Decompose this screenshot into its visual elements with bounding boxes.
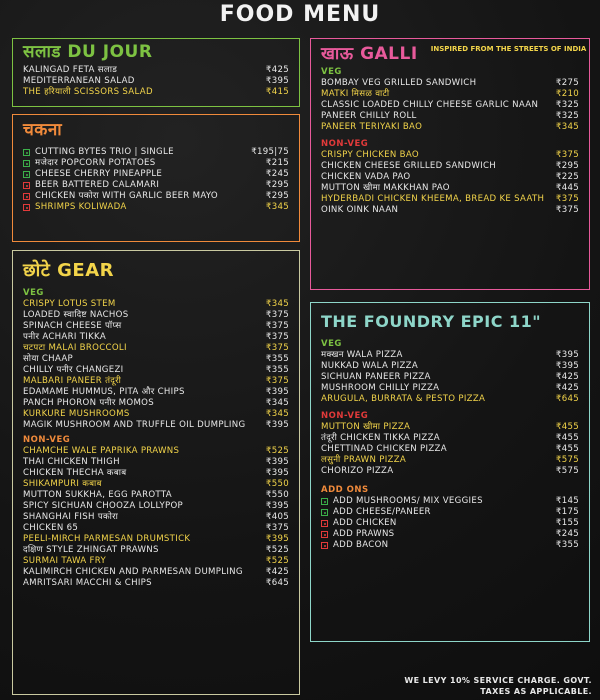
item-name-text: CHICKEN THECHA कबाब: [23, 468, 127, 478]
galli-nonveg-label: NON-VEG: [321, 139, 369, 149]
item-name-text: MEDITERRANEAN SALAD: [23, 76, 135, 86]
item-price: ₹145: [555, 496, 579, 506]
item-name-text: CRISPY CHICKEN BAO: [321, 150, 419, 160]
item-price: ₹455: [555, 422, 579, 432]
menu-item: [321, 466, 579, 477]
item-name: [23, 501, 266, 512]
item-name: [23, 180, 266, 191]
item-price: ₹445: [555, 183, 579, 193]
item-name-text: CHICKEN CHEESE GRILLED SANDWICH: [321, 161, 497, 171]
item-name-text: AMRITSARI MACCHI & CHIPS: [23, 578, 152, 588]
galli-veg-items: [321, 78, 579, 133]
non-veg-mark-icon: [321, 520, 328, 527]
item-name: [23, 490, 266, 501]
item-name: [321, 518, 556, 529]
item-price: ₹395: [265, 501, 289, 511]
item-name-text: SPINACH CHEESE पॉप्स: [23, 321, 122, 331]
item-name: [23, 512, 266, 523]
menu-item: [321, 150, 579, 161]
menu-item: [23, 398, 289, 409]
item-name: [23, 420, 266, 431]
item-name-text: मक्खन WALA PIZZA: [321, 350, 403, 360]
item-name: [23, 87, 266, 98]
item-name-text: MUSHROOM CHILLY PIZZA: [321, 383, 440, 393]
item-price: ₹245: [265, 169, 289, 179]
item-name-text: EDAMAME HUMMUS, PITA और CHIPS: [23, 387, 185, 397]
item-name: [321, 111, 556, 122]
foundry-veg-items: [321, 350, 579, 405]
item-price: ₹225: [555, 172, 579, 182]
menu-item: [321, 540, 579, 551]
item-name: [23, 468, 266, 479]
menu-item: [23, 202, 289, 213]
item-price: ₹375: [265, 332, 289, 342]
menu-item: [321, 183, 579, 194]
item-name-text: CHICKEN पकोरा WITH GARLIC BEER MAYO: [35, 191, 218, 201]
menu-item: [321, 89, 579, 100]
item-price: ₹575: [555, 466, 579, 476]
item-name: [321, 89, 556, 100]
menu-item: [321, 194, 579, 205]
item-price: ₹425: [265, 65, 289, 75]
item-price: ₹425: [555, 383, 579, 393]
item-price: ₹345: [265, 409, 289, 419]
item-name-text: THAI CHICKEN THIGH: [23, 457, 120, 467]
salad-title: सलाड DU JOUR: [23, 42, 153, 62]
menu-item: [23, 310, 289, 321]
menu-item: [23, 446, 289, 457]
item-price: ₹645: [265, 578, 289, 588]
menu-item: [23, 512, 289, 523]
item-price: ₹550: [265, 490, 289, 500]
item-price: ₹455: [555, 433, 579, 443]
item-name-text: MUTTON खीमा MAKKHAN PAO: [321, 183, 450, 193]
item-name-text: CHILLY पनीर CHANGEZI: [23, 365, 124, 375]
item-name-text: दक्षिण STYLE ZHINGAT PRAWNS: [23, 545, 159, 555]
menu-item: [321, 518, 579, 529]
item-name: [23, 354, 266, 365]
item-name: [321, 372, 556, 383]
item-name-text: PANEER TERIYAKI BAO: [321, 122, 423, 132]
item-name-text: सोया CHAAP: [23, 354, 74, 364]
item-name: [23, 310, 266, 321]
chhote-nonveg-items: [23, 446, 289, 589]
item-name: [321, 444, 556, 455]
item-price: ₹325: [555, 100, 579, 110]
item-name-text: KALIMIRCH CHICKEN AND PARMESAN DUMPLING: [23, 567, 243, 577]
item-name-text: लसुनी PRAWN PIZZA: [321, 455, 407, 465]
item-name: [321, 205, 556, 216]
item-name-text: चटपटा MALAI BROCCOLI: [23, 343, 127, 353]
chhote-nonveg-label: NON-VEG: [23, 435, 71, 445]
item-name: [321, 422, 556, 433]
menu-item: [321, 350, 579, 361]
item-name: [23, 76, 266, 87]
menu-item: [23, 387, 289, 398]
menu-item: [321, 394, 579, 405]
item-name-text: ARUGULA, BURRATA & PESTO PIZZA: [321, 394, 486, 404]
item-name-text: SHRIMPS KOLIWADA: [35, 202, 127, 212]
menu-item: [23, 76, 289, 87]
foundry-veg-label: VEG: [321, 339, 342, 349]
item-price: ₹525: [265, 545, 289, 555]
item-name: [23, 202, 266, 213]
non-veg-mark-icon: [23, 193, 30, 200]
item-name-text: SHIKAMPURI कबाब: [23, 479, 102, 489]
menu-item: [23, 409, 289, 420]
item-price: ₹375: [265, 310, 289, 320]
item-name-text: तंदूरी CHICKEN TIKKA PIZZA: [321, 433, 440, 443]
menu-item: [321, 205, 579, 216]
menu-item: [321, 122, 579, 133]
chakna-items: [23, 147, 289, 213]
item-price: ₹345: [265, 398, 289, 408]
item-price: ₹345: [265, 299, 289, 309]
item-name-text: BOMBAY VEG GRILLED SANDWICH: [321, 78, 477, 88]
khau-galli-title: खाऊ GALLI: [321, 44, 418, 64]
item-price: ₹395: [265, 468, 289, 478]
item-name: [321, 433, 556, 444]
item-name: [23, 191, 266, 202]
item-name: [23, 556, 266, 567]
menu-item: [321, 111, 579, 122]
menu-item: [23, 523, 289, 534]
item-name-text: CRISPY LOTUS STEM: [23, 299, 116, 309]
galli-veg-label: VEG: [321, 67, 342, 77]
item-name: [23, 376, 266, 387]
item-price: ₹395: [555, 361, 579, 371]
menu-item: [321, 496, 579, 507]
item-name: [23, 321, 266, 332]
item-name-text: ADD PRAWNS: [333, 529, 395, 539]
item-name-text: LOADED स्वादिष्ट NACHOS: [23, 310, 129, 320]
item-name: [321, 529, 556, 540]
item-name: [321, 161, 556, 172]
chhote-veg-label: VEG: [23, 288, 44, 298]
item-price: ₹155: [555, 518, 579, 528]
item-price: ₹295: [265, 191, 289, 201]
item-name-text: MALBARI PANEER तंदूरी: [23, 376, 122, 386]
menu-item: [321, 361, 579, 372]
menu-item: [23, 343, 289, 354]
item-name: [321, 122, 556, 133]
item-price: ₹415: [265, 87, 289, 97]
item-name: [23, 387, 266, 398]
item-name-text: KALINGAD FETA सलाड: [23, 65, 118, 75]
menu-item: [321, 433, 579, 444]
menu-item: [321, 78, 579, 89]
item-name-text: PANEER CHILLY ROLL: [321, 111, 417, 121]
menu-item: [321, 529, 579, 540]
non-veg-mark-icon: [23, 182, 30, 189]
item-name: [321, 150, 556, 161]
item-price: ₹525: [265, 556, 289, 566]
menu-item: [23, 158, 289, 169]
item-name-text: CLASSIC LOADED CHILLY CHEESE GARLIC NAAN: [321, 100, 539, 110]
foundry-title: THE FOUNDRY EPIC 11": [321, 312, 542, 331]
menu-item: [23, 490, 289, 501]
item-name-text: CHORIZO PIZZA: [321, 466, 394, 476]
item-name: [23, 65, 266, 76]
item-name-text: SPICY SICHUAN CHOOZA LOLLYPOP: [23, 501, 184, 511]
item-price: ₹295: [265, 180, 289, 190]
menu-item: [23, 376, 289, 387]
item-price: ₹375: [265, 376, 289, 386]
veg-mark-icon: [321, 509, 328, 516]
menu-item: [23, 556, 289, 567]
item-name: [23, 147, 251, 158]
chhote-gear-title: छोटे GEAR: [23, 260, 114, 281]
menu-item: [321, 100, 579, 111]
menu-item: [23, 534, 289, 545]
item-name: [321, 394, 556, 405]
item-name: [321, 466, 556, 477]
item-price: ₹375: [265, 343, 289, 353]
item-name-text: THE हरियाली SCISSORS SALAD: [23, 87, 153, 97]
item-price: ₹375: [555, 205, 579, 215]
foundry-nonveg-items: [321, 422, 579, 477]
menu-item: [23, 479, 289, 490]
menu-item: [23, 468, 289, 479]
item-price: ₹375: [555, 150, 579, 160]
chakna-section: [12, 114, 300, 242]
chhote-veg-items: [23, 299, 289, 431]
item-name-text: NUKKAD WALA PIZZA: [321, 361, 419, 371]
item-name-text: CUTTING BYTES TRIO | SINGLE: [35, 147, 174, 157]
foundry-addons-items: [321, 496, 579, 551]
menu-item: [23, 169, 289, 180]
item-name-text: CHICKEN 65: [23, 523, 79, 533]
item-price: ₹405: [265, 512, 289, 522]
foundry-section: [310, 302, 590, 642]
item-name: [23, 523, 266, 534]
menu-item: [23, 420, 289, 431]
menu-item: [321, 372, 579, 383]
menu-item: [321, 161, 579, 172]
item-name-text: HYDERBADI CHICKEN KHEEMA, BREAD KE SAATH: [321, 194, 545, 204]
galli-nonveg-items: [321, 150, 579, 216]
item-name: [321, 383, 556, 394]
item-price: ₹395: [265, 387, 289, 397]
item-price: ₹355: [555, 540, 579, 550]
item-price: ₹375: [265, 321, 289, 331]
menu-item: [23, 180, 289, 191]
item-price: ₹455: [555, 444, 579, 454]
item-name-text: KURKURE MUSHROOMS: [23, 409, 130, 419]
item-name: [321, 507, 556, 518]
chhote-gear-section: [12, 250, 300, 695]
item-name-text: MUTTON खीमा PIZZA: [321, 422, 411, 432]
item-name-text: ADD MUSHROOMS/ MIX VEGGIES: [333, 496, 483, 506]
item-name: [321, 183, 556, 194]
item-name-text: PANCH PHORON पनीर MOMOS: [23, 398, 154, 408]
menu-title: FOOD MENU: [219, 2, 381, 27]
item-name-text: CHETTINAD CHICKEN PIZZA: [321, 444, 447, 454]
item-name: [321, 455, 556, 466]
item-price: ₹175: [555, 507, 579, 517]
menu-item: [321, 172, 579, 183]
item-name: [321, 540, 556, 551]
item-name: [23, 409, 266, 420]
menu-item: [321, 383, 579, 394]
item-name: [321, 100, 556, 111]
item-price: ₹575: [555, 455, 579, 465]
item-name-text: CHICKEN VADA PAO: [321, 172, 411, 182]
menu-item: [23, 332, 289, 343]
khau-galli-section: [310, 38, 590, 290]
item-name-text: ADD BACON: [333, 540, 389, 550]
item-name: [321, 496, 556, 507]
item-name-text: MUTTON SUKKHA, EGG PAROTTA: [23, 490, 172, 500]
non-veg-mark-icon: [321, 531, 328, 538]
item-name-text: CHAMCHE WALE PAPRIKA PRAWNS: [23, 446, 180, 456]
veg-mark-icon: [23, 171, 30, 178]
foundry-addons-label: ADD ONS: [321, 485, 369, 495]
item-price: ₹525: [265, 446, 289, 456]
item-name: [23, 365, 266, 376]
item-name: [23, 158, 266, 169]
item-price: ₹375: [555, 194, 579, 204]
item-name: [321, 194, 556, 205]
salad-items: [23, 65, 289, 98]
item-price: ₹425: [265, 567, 289, 577]
item-price: ₹645: [555, 394, 579, 404]
item-price: ₹325: [555, 111, 579, 121]
item-name-text: मजेदार POPCORN POTATOES: [35, 158, 156, 168]
menu-item: [23, 299, 289, 310]
item-price: ₹295: [555, 161, 579, 171]
item-name-text: MAGIK MUSHROOM AND TRUFFLE OIL DUMPLING: [23, 420, 246, 430]
menu-item: [23, 87, 289, 98]
item-name-text: SICHUAN PANEER PIZZA: [321, 372, 431, 382]
item-price: ₹355: [265, 354, 289, 364]
item-name: [23, 398, 266, 409]
veg-mark-icon: [23, 149, 30, 156]
non-veg-mark-icon: [23, 204, 30, 211]
item-price: ₹355: [265, 365, 289, 375]
item-price: ₹395: [265, 76, 289, 86]
item-price: ₹395: [265, 457, 289, 467]
item-name: [23, 332, 266, 343]
item-name: [321, 350, 556, 361]
item-name: [321, 361, 556, 372]
item-price: ₹375: [265, 523, 289, 533]
item-price: ₹210: [555, 89, 579, 99]
item-name: [23, 479, 266, 490]
menu-item: [23, 501, 289, 512]
item-price: ₹215: [265, 158, 289, 168]
item-price: ₹345: [555, 122, 579, 132]
menu-item: [23, 365, 289, 376]
menu-item: [321, 444, 579, 455]
menu-item: [321, 507, 579, 518]
item-name: [23, 446, 266, 457]
item-name-text: MATKI मिसळ वाटी: [321, 89, 390, 99]
item-name-text: SHANGHAI FISH पकोरा: [23, 512, 119, 522]
non-veg-mark-icon: [321, 542, 328, 549]
salad-section: [12, 38, 300, 107]
item-name-text: ADD CHICKEN: [333, 518, 397, 528]
menu-item: [23, 545, 289, 556]
item-name-text: SURMAI TAWA FRY: [23, 556, 107, 566]
menu-item: [23, 354, 289, 365]
veg-mark-icon: [321, 498, 328, 505]
tax-footnote: WE LEVY 10% SERVICE CHARGE. GOVT. TAXES AS APPLICABLE.: [404, 676, 592, 696]
item-price: ₹275: [555, 78, 579, 88]
chakna-title: चकना: [23, 120, 63, 140]
menu-item: [23, 147, 289, 158]
item-name: [23, 343, 266, 354]
khau-galli-subtitle: INSPIRED FROM THE STREETS OF INDIA: [430, 45, 587, 53]
item-price: ₹195|75: [251, 147, 289, 157]
menu-item: [23, 578, 289, 589]
item-price: ₹395: [265, 420, 289, 430]
item-name: [23, 567, 266, 578]
veg-mark-icon: [23, 160, 30, 167]
item-name: [23, 534, 266, 545]
item-price: ₹395: [555, 350, 579, 360]
item-name-text: पनीर ACHARI TIKKA: [23, 332, 107, 342]
item-name: [23, 299, 266, 310]
menu-item: [23, 457, 289, 468]
item-name: [23, 545, 266, 556]
menu-item: [321, 422, 579, 433]
item-name-text: ADD CHEESE/PANEER: [333, 507, 431, 517]
menu-item: [23, 567, 289, 578]
item-name: [321, 78, 556, 89]
item-name-text: OINK OINK NAAN: [321, 205, 399, 215]
item-name-text: CHEESE CHERRY PINEAPPLE: [35, 169, 163, 179]
item-price: ₹245: [555, 529, 579, 539]
menu-item: [321, 455, 579, 466]
foundry-nonveg-label: NON-VEG: [321, 411, 369, 421]
item-name: [23, 457, 266, 468]
item-name: [321, 172, 556, 183]
item-name-text: PEELI-MIRCH PARMESAN DRUMSTICK: [23, 534, 191, 544]
item-price: ₹345: [265, 202, 289, 212]
item-price: ₹395: [265, 534, 289, 544]
menu-item: [23, 191, 289, 202]
menu-item: [23, 65, 289, 76]
menu-item: [23, 321, 289, 332]
item-price: ₹550: [265, 479, 289, 489]
item-price: ₹425: [555, 372, 579, 382]
item-name-text: BEER BATTERED CALAMARI: [35, 180, 160, 190]
item-name: [23, 578, 266, 589]
item-name: [23, 169, 266, 180]
